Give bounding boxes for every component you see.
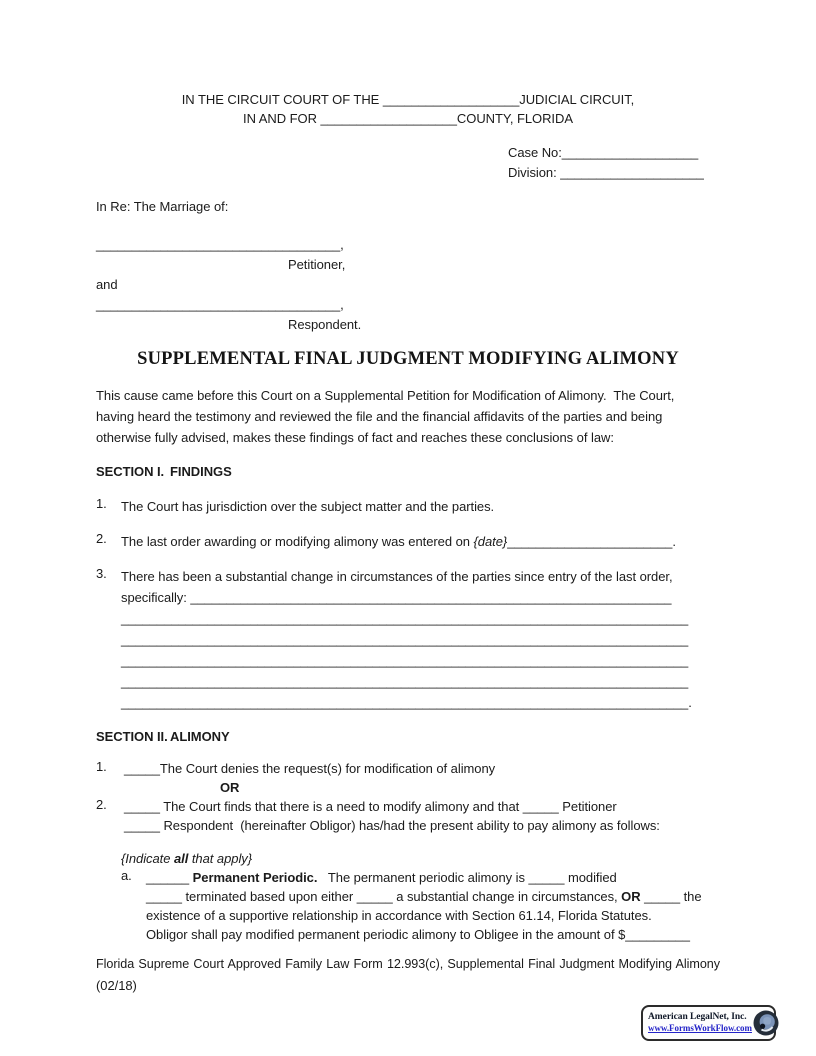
county-blank[interactable]: ___________________ — [320, 111, 457, 126]
s2-item2-petitioner: Petitioner — [562, 799, 617, 814]
item2-period: . — [672, 534, 676, 549]
item3-blank-line[interactable]: _______________________________________________________________________________ — [121, 653, 689, 668]
court-header-line1 — [96, 90, 720, 109]
item-a-line1-text: The permanent periodic alimony is _____ modified — [317, 870, 617, 885]
petitioner-label: Petitioner, — [288, 257, 346, 272]
section1-item2 — [96, 531, 720, 552]
court-header — [96, 90, 720, 128]
deny-checkbox-blank[interactable]: _____ — [124, 761, 160, 776]
document-title: SUPPLEMENTAL FINAL JUDGMENT MODIFYING ALIMONY — [137, 349, 679, 369]
section2-item2 — [96, 797, 720, 835]
date-placeholder: {date} — [473, 534, 508, 549]
item3-period: . — [688, 695, 692, 710]
date-blank[interactable]: _______________________ — [507, 534, 673, 549]
item1-number: 1. — [96, 496, 107, 511]
modify-checkbox-blank[interactable]: _____ — [124, 799, 164, 814]
item-a-line2-post: _____ the — [640, 889, 702, 904]
petitioner-checkbox-blank[interactable]: _____ — [522, 799, 563, 814]
s2-item1-number: 1. — [96, 759, 107, 774]
american-legalnet-badge — [641, 1005, 776, 1041]
case-division-block — [508, 143, 720, 183]
item1-text: The Court has jurisdiction over the subject matter and the parties. — [121, 499, 495, 514]
item-a-or-label: OR — [621, 889, 641, 904]
item-a-line2 — [146, 887, 720, 906]
indicate-instruction — [96, 849, 720, 868]
permanent-periodic-checkbox-blank[interactable]: ______ — [146, 870, 193, 885]
section1-item1 — [96, 496, 720, 517]
item-a-permanent-periodic — [96, 868, 720, 944]
formsworkflow-link[interactable]: www.FormsWorkFlow.com — [648, 1023, 752, 1033]
s2-item2-line1 — [124, 797, 720, 816]
amount-blank[interactable]: _________ — [625, 927, 690, 942]
permanent-periodic-label: Permanent Periodic. — [192, 870, 318, 885]
division-line — [508, 163, 720, 183]
intro-line2: having heard the testimony and reviewed the file and the financial affidavits of the parties and being — [96, 409, 663, 424]
intro-line1: This cause came before this Court on a Supplemental Petition for Modification of Alimony. The Court, — [96, 388, 675, 403]
s2-item2-number: 2. — [96, 797, 107, 812]
caption-block — [96, 197, 720, 335]
intro-paragraph — [96, 385, 720, 448]
item3-blank-line-last[interactable]: _______________________________________________________________________________. — [121, 695, 692, 710]
respondent-name-blank[interactable]: __________________________________, — [96, 297, 344, 312]
form-revision-date: (02/18) — [96, 978, 137, 993]
and-label: and — [96, 277, 118, 292]
respondent-checkbox-blank[interactable]: _____ — [124, 818, 164, 833]
case-no-blank[interactable]: ___________________ — [561, 145, 699, 160]
item3-blank-line[interactable]: _______________________________________________________________________________ — [121, 611, 689, 626]
item3-blank-line[interactable]: _______________________________________________________________________________ — [121, 632, 689, 647]
section2-label: SECTION II. — [96, 729, 168, 744]
form-citation: Florida Supreme Court Approved Family Law Form 12.993(c), Supplemental Final Judgment Modifying Alimony — [96, 957, 720, 971]
specifically-blank[interactable]: ___________________________________________________________________ — [190, 590, 672, 605]
s2-item2-text2: Respondent (hereinafter Obligor) has/had the present ability to pay alimony as follows: — [163, 818, 660, 833]
item3-line2 — [121, 587, 720, 608]
section2-heading — [96, 727, 720, 747]
respondent-label: Respondent. — [288, 317, 362, 332]
s2-item2-text1: The Court finds that there is a need to modify alimony and that — [163, 799, 523, 814]
item-a-line4-text: Obligor shall pay modified permanent periodic alimony to Obligee in the amount of $ — [146, 927, 626, 942]
indicate-all: all — [174, 851, 189, 866]
american-legalnet-company-label: American LegalNet, Inc. — [648, 1012, 747, 1022]
in-re-line: In Re: The Marriage of: — [96, 199, 229, 214]
judicial-circuit-blank[interactable]: ___________________ — [382, 92, 520, 107]
item-a-line2-pre: _____ terminated based upon either _____ a substantial change in circumstances, — [146, 889, 622, 904]
or-separator: OR — [220, 780, 240, 795]
item3-number: 3. — [96, 566, 107, 581]
intro-line3: otherwise fully advised, makes these findings of fact and reaches these conclusions of law: — [96, 430, 614, 445]
item-a-letter: a. — [121, 868, 132, 883]
item3-line1: There has been a substantial change in circumstances of the parties since entry of the last order, — [121, 569, 673, 584]
section2-item1 — [96, 759, 720, 778]
court-line2-text: IN AND FOR — [243, 111, 321, 126]
section1-heading — [96, 462, 720, 482]
specifically-label: specifically: — [121, 590, 191, 605]
globe-logo-icon — [753, 1010, 779, 1036]
indicate-pre: {Indicate — [121, 851, 174, 866]
item-a-line1 — [146, 868, 720, 887]
court-header-line2 — [96, 109, 720, 128]
item2-number: 2. — [96, 531, 107, 546]
division-blank[interactable]: ____________________ — [560, 165, 704, 180]
indicate-post: that apply} — [188, 851, 253, 866]
item-a-line4 — [146, 925, 720, 944]
section2-title: ALIMONY — [170, 729, 230, 744]
division-label: Division: — [508, 165, 561, 180]
s2-item2-line2 — [124, 816, 720, 835]
court-line1-text: IN THE CIRCUIT COURT OF THE — [181, 92, 383, 107]
section1-item3 — [96, 566, 720, 713]
section1-title: FINDINGS — [170, 464, 232, 479]
badge-text-block — [648, 1012, 752, 1034]
item2-line — [121, 531, 720, 552]
s2-item1-text: The Court denies the request(s) for modification of alimony — [159, 761, 496, 776]
case-no-label: Case No: — [508, 145, 562, 160]
s2-item1-line — [124, 759, 720, 778]
court-line2-suffix: COUNTY, FLORIDA — [456, 111, 573, 126]
item-a-line3: existence of a supportive relationship in accordance with Section 61.14, Florida Statutes. — [146, 908, 652, 923]
form-footer — [96, 954, 720, 996]
section1-label: SECTION I. — [96, 464, 165, 479]
petitioner-name-blank[interactable]: __________________________________, — [96, 237, 344, 252]
court-line1-suffix: JUDICIAL CIRCUIT, — [519, 92, 635, 107]
item2-text: The last order awarding or modifying alimony was entered on — [121, 534, 474, 549]
case-no-line — [508, 143, 720, 163]
item3-blank-line[interactable]: _______________________________________________________________________________ — [121, 674, 689, 689]
